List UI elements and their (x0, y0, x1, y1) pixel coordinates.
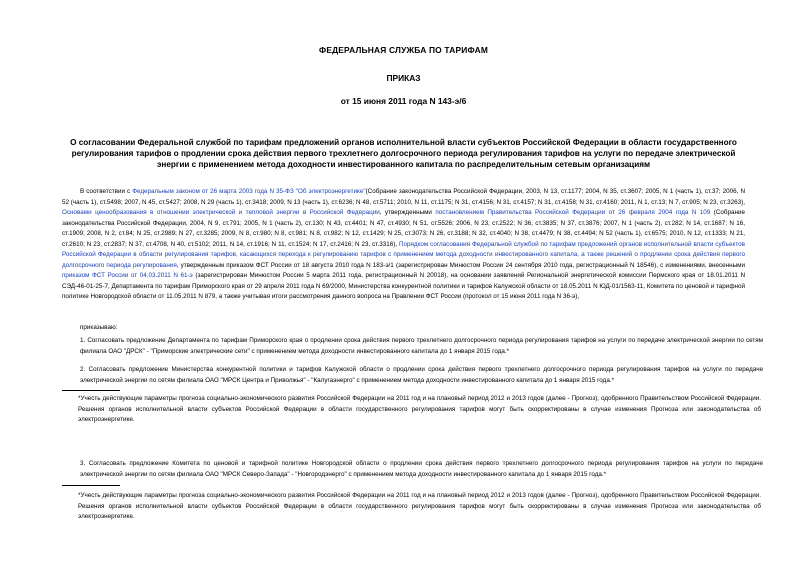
order-item-3: 3. Согласовать предложение Комитета по ценовой и тарифной политике Новгородской области о продлении срока действия первого трехлетнего долгосрочного периода регулирования тарифов на услуги по передаче электрической энергии по сетям филиала ОАО "МРСК Северо-Запада" - "Новгородэнерго" с применением метода доходности инвестированного капитала до 1 января 2015 года.* (80, 460, 763, 478)
preamble-text-1: В соответствии с (80, 188, 133, 195)
document-type-heading: ПРИКАЗ (386, 73, 421, 83)
preamble-text-6: (зарегистрирован Минюстом России 5 марта 2011 года, регистрационный N 20018), на основании заявлений Региональной энергетической комиссии Пермского края от 18.01.2011 N СЭД-46-01-25-7, Департамента по тарифам Приморского края от 29 апреля 2011 года N 69/2000, Министерства конкурентной политики и тарифов Калужской области от 18.05.2011 N ЮД-01/1563-11, Комитета по ценовой и тарифной политике Новгородской области от 11.05.2011 N 879, а также учитывая итоги рассмотрения данного вопроса на Правлении ФСТ России (протокол от 15 июня 2011 года N 36-э), (62, 272, 745, 300)
preamble-text-5: , утвержденным приказом ФСТ России от 18 августа 2010 года N 183-э/1 (зарегистрирован Минюстом России 24 сентября 2010 года, регистрационный N 18546), с изменениями, внесенными (176, 261, 746, 269)
preamble-text-4: (Собрание законодательства Российской Федерации, 2004, N 9, ст.791; 2005, N 1 (часть 2), ст.130; N 43, ст.4401; N 47, ст.4930; N 51, ст.5526; 2006, N 23, ст.2522; N 36, ст.3835; N 37, ст.3876; 2007, N 1 (часть 2), ст.282; N 14, ст.1687; N 16, ст.1909; 2008, N 2, ст.84; N 25, ст.2989; N 27, ст.3285; 2009, N 8, ст.980; N 8, ст.981; N 8, ст.982; N 12, ст.1429; N 25, ст.3073; N 26, ст.3188; N 32, ст.4040; N 38, ст.4479; N 38, ст.4494; N 52 (часть 1), ст.6575; 2010, N 12, ст.1333; N 21, ст.2610; N 23, ст.2837; N 37, ст.4708, N 40, ст.5102; 2011, N 14, ст.1916; N 11, ст.1524; N 17, ст.2416; N 23, ст.3316), (62, 209, 745, 248)
link-federal-law[interactable]: Федеральным законом от 26 марта 2003 года N 35-ФЗ "Об электроэнергетике" (132, 188, 366, 195)
preamble-text-2: (Собрание законодательства Российской Федерации, 2003, N 13, ст.1177; 2004, N 35, ст.3607; 2005, N 1 (часть 1), ст.37; 2006, N 52 (часть 1), ст.5498; 2007, N 45, ст.5427; 2008, N 29 (часть 1), ст.3418; 2009, N 13 (часть 1), ст.6236; N 48, ст.5711; 2010, N 11, ст.1175; N 31, ст.4156; N 31, ст.4157; N 31, ст.4158; N 31, ст.4160; 2011, N 1, ст.13; N 7, ст.905; N 23, ст.3263), (62, 188, 745, 206)
document-title: О согласовании Федеральной службой по тарифам предложений органов исполнительной власти субъектов Российской Федерации в области государственного регулирования тарифов о продлении срока действия первого трехлетнего долгосрочного периода регулирования тарифов на услуги по передаче электрической энергии с применением метода доходности инвестированного капитала по распределительным сетевым организациям (70, 138, 737, 169)
link-government-decree[interactable]: постановлением Правительства Российской Федерации от 26 февраля 2004 года N 109 (435, 209, 711, 216)
order-item-2: 2. Согласовать предложение Министерства конкурентной политики и тарифов Калужской области о продлении срока действия первого трехлетнего долгосрочного периода регулирования тарифов на услуги по передаче электрической энергии по сетям филиала ОАО "МРСК Центра и Приволжья" - "Калугаэнерго" с применением метода доходности инвестированного капитала до 1 января 2015 года.* (80, 366, 763, 384)
preamble-text-3: , утвержденными (379, 209, 436, 216)
footnote-separator (62, 485, 120, 486)
footnote-1: *Учесть действующие параметры прогноза социально-экономического развития Российской Федерации на 2011 год и на плановый период 2012 и 2013 годов (далее - Прогноз), одобренного Правительством Российской Федерации. Решения органов исполнительной власти субъектов Российской Федерации в области государственного регулирования тарифов могут быть скорректированы в случае изменения Прогноза или законодательства об электроэнергетике. (78, 395, 761, 423)
order-item-1: 1. Согласовать предложение Департамента по тарифам Приморского края о продлении срока действия первого трехлетнего долгосрочного периода регулирования тарифов на услуги по передаче электрической энергии по сетям филиала ОАО "ДРСК" - "Приморские электрические сети" с применением метода доходности инвестированного капитала до 1 января 2015 года.* (80, 337, 763, 355)
link-pricing-basics[interactable]: Основами ценообразования в отношении электрической и тепловой энергии в Российской Федерации (62, 209, 380, 216)
preamble-paragraph (62, 187, 745, 303)
organization-heading: ФЕДЕРАЛЬНАЯ СЛУЖБА ПО ТАРИФАМ (318, 45, 489, 55)
footnote-separator (62, 390, 120, 391)
link-approval-procedure[interactable]: Порядком согласования Федеральной службой по тарифам предложений органов исполнительной власти субъектов Российской Федерации в области регулирования тарифов, касающихся перехода к регулированию тарифов с применением метода доходности инвестированного капитала, а также решений о продлении срока действия первого долгосрочного периода регулирования (62, 240, 745, 269)
decided-line: приказываю: (80, 324, 118, 331)
footnote-2: *Учесть действующие параметры прогноза социально-экономического развития Российской Федерации на 2011 год и на плановый период 2012 и 2013 годов (далее - Прогноз), одобренного Правительством Российской Федерации. Решения органов исполнительной власти субъектов Российской Федерации в области государственного регулирования тарифов могут быть скорректированы в случае изменения Прогноза или законодательства об электроэнергетике. (78, 492, 761, 520)
document-date-number: от 15 июня 2011 года N 143-э/6 (340, 96, 467, 106)
link-fst-order[interactable]: приказом ФСТ России от 04.03.2011 N 61-э (62, 272, 193, 279)
